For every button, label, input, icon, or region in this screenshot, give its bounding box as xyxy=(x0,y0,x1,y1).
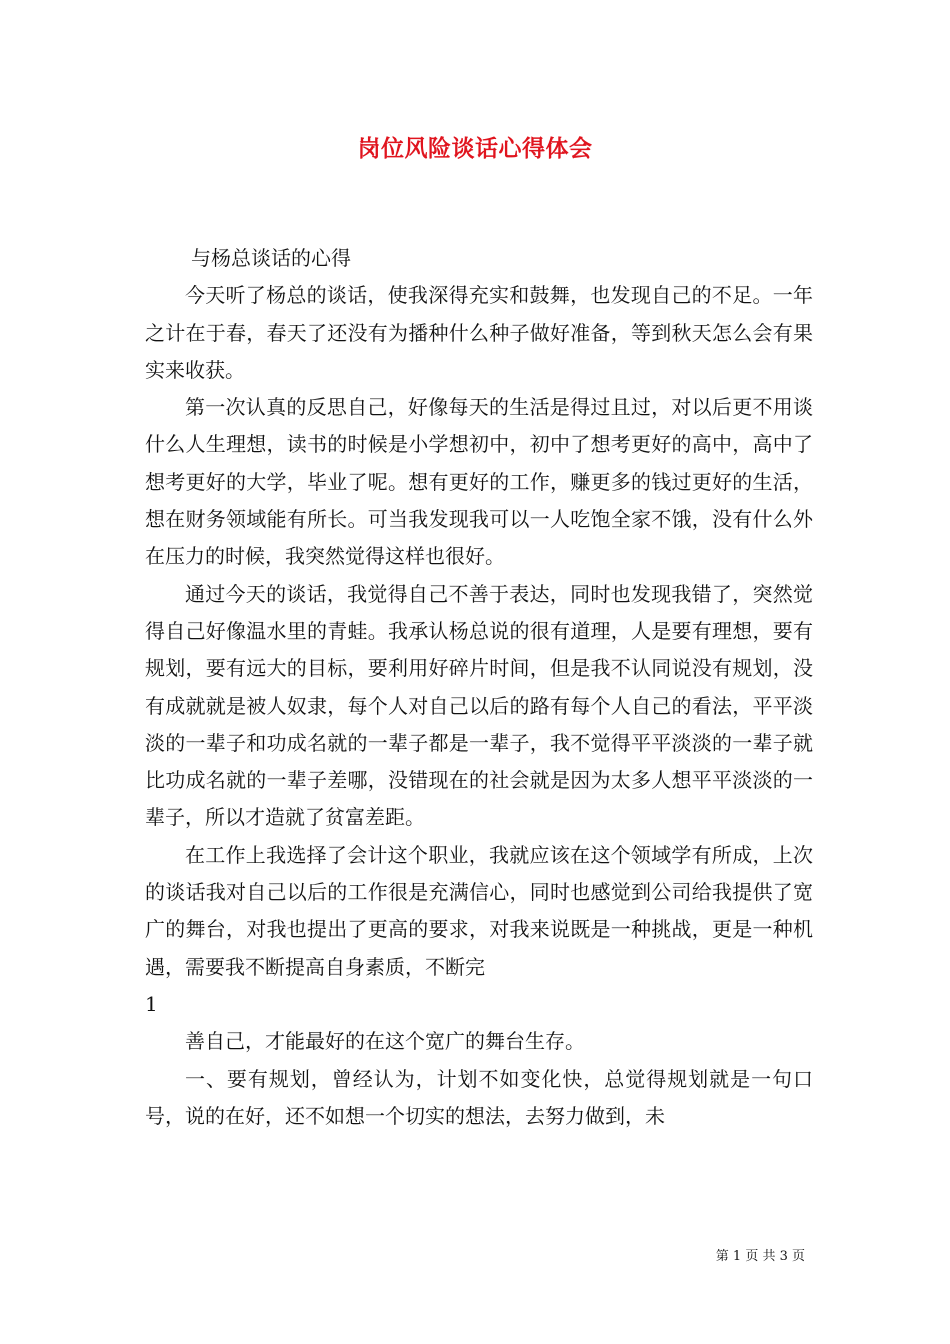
subheading: 与杨总谈话的心得 xyxy=(191,246,351,270)
paragraph: 今天听了杨总的谈话，使我深得充实和鼓舞，也发现自己的不足。一年之计在于春，春天了还没有为播种什么种子做好准备，等到秋天怎么会有果实来收获。 xyxy=(145,283,813,382)
paragraph: 一、要有规划，曾经认为，计划不如变化快，总觉得规划就是一句口号，说的在好，还不如想一个切实的想法，去努力做到，未 xyxy=(145,1066,813,1128)
paragraph: 善自己，才能最好的在这个宽广的舞台生存。 xyxy=(185,1029,585,1054)
paragraph: 在工作上我选择了会计这个职业，我就应该在这个领域学有所成，上次的谈话我对自己以后的工作很是充满信心，同时也感觉到公司给我提供了宽广的舞台，对我也提出了更高的要求，对我来说既是一种挑战，更是一种机遇，需要我不断提高自身素质，不断完 xyxy=(145,842,813,979)
paragraph: 第一次认真的反思自己，好像每天的生活是得过且过，对以后更不用谈什么人生理想，读书的时候是小学想初中，初中了想考更好的高中，高中了想考更好的大学，毕业了呢。想有更好的工作，赚更多的钱过更好的生活，想在财务领域能有所长。可当我发现我可以一人吃饱全家不饿，没有什么外在压力的时候，我突然觉得这样也很好。 xyxy=(145,395,813,569)
page-footer: 第 1 页 共 3 页 xyxy=(715,1249,805,1264)
document-body xyxy=(145,240,813,1135)
document-title: 岗位风险谈话心得体会 xyxy=(357,135,593,162)
page-break-marker: 1 xyxy=(145,991,158,1016)
paragraph: 通过今天的谈话，我觉得自己不善于表达，同时也发现我错了，突然觉得自己好像温水里的青蛙。我承认杨总说的很有道理，人是要有理想，要有规划，要有远大的目标，要利用好碎片时间，但是我不认同说没有规划，没有成就就是被人奴隶，每个人对自己以后的路有每个人自己的看法，平平淡淡的一辈子和功成名就的一辈子都是一辈子，我不觉得平平淡淡的一辈子就比功成名就的一辈子差哪，没错现在的社会就是因为太多人想平平淡淡的一辈子，所以才造就了贫富差距。 xyxy=(145,581,813,830)
